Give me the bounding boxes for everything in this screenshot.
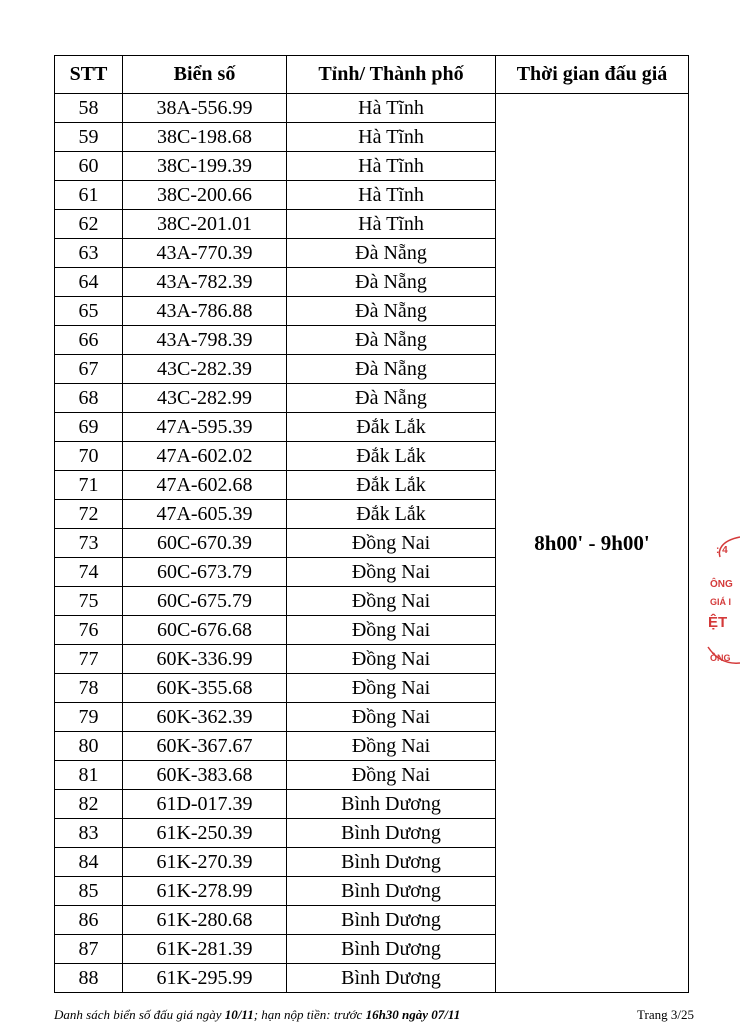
cell-province: Đồng Nai (287, 645, 496, 674)
cell-plate: 38C-200.66 (123, 181, 287, 210)
cell-plate: 61K-250.39 (123, 819, 287, 848)
cell-plate: 38C-198.68 (123, 123, 287, 152)
svg-text:ÔNG: ÔNG (710, 579, 733, 590)
cell-plate: 61K-278.99 (123, 877, 287, 906)
cell-stt: 85 (55, 877, 123, 906)
cell-plate: 60C-670.39 (123, 529, 287, 558)
cell-stt: 72 (55, 500, 123, 529)
cell-stt: 80 (55, 732, 123, 761)
cell-stt: 58 (55, 94, 123, 123)
cell-stt: 87 (55, 935, 123, 964)
cell-stt: 77 (55, 645, 123, 674)
cell-province: Đồng Nai (287, 529, 496, 558)
cell-province: Đà Nẵng (287, 326, 496, 355)
cell-plate: 61D-017.39 (123, 790, 287, 819)
cell-plate: 43A-782.39 (123, 268, 287, 297)
cell-province: Đà Nẵng (287, 384, 496, 413)
cell-province: Đà Nẵng (287, 355, 496, 384)
svg-text:: 4: : 4 (716, 545, 728, 556)
cell-province: Bình Dương (287, 906, 496, 935)
cell-auction-time: 8h00' - 9h00' (496, 94, 689, 993)
svg-text:GIÁ I: GIÁ I (710, 597, 732, 607)
cell-province: Đắk Lắk (287, 442, 496, 471)
cell-plate: 38C-199.39 (123, 152, 287, 181)
cell-plate: 61K-281.39 (123, 935, 287, 964)
cell-stt: 78 (55, 674, 123, 703)
footer-date: 10/11 (224, 1007, 254, 1022)
cell-plate: 60K-355.68 (123, 674, 287, 703)
cell-province: Hà Tĩnh (287, 181, 496, 210)
cell-plate: 60C-673.79 (123, 558, 287, 587)
cell-province: Bình Dương (287, 848, 496, 877)
cell-province: Hà Tĩnh (287, 152, 496, 181)
cell-province: Đà Nẵng (287, 297, 496, 326)
cell-stt: 74 (55, 558, 123, 587)
cell-plate: 47A-605.39 (123, 500, 287, 529)
cell-stt: 76 (55, 616, 123, 645)
table-row (55, 94, 689, 123)
footer-deadline: 16h30 ngày 07/11 (365, 1007, 461, 1022)
cell-stt: 63 (55, 239, 123, 268)
cell-plate: 60C-675.79 (123, 587, 287, 616)
cell-plate: 47A-602.68 (123, 471, 287, 500)
cell-stt: 61 (55, 181, 123, 210)
cell-plate: 38C-201.01 (123, 210, 287, 239)
cell-plate: 61K-295.99 (123, 964, 287, 993)
cell-province: Đồng Nai (287, 558, 496, 587)
svg-text:ÔNG: ÔNG (710, 653, 731, 663)
cell-stt: 65 (55, 297, 123, 326)
header-stt: STT (55, 56, 123, 94)
cell-stt: 68 (55, 384, 123, 413)
cell-stt: 70 (55, 442, 123, 471)
cell-plate: 60C-676.68 (123, 616, 287, 645)
cell-province: Đắk Lắk (287, 471, 496, 500)
cell-province: Bình Dương (287, 877, 496, 906)
svg-text:ỆT: ỆT (708, 614, 728, 631)
header-province: Tỉnh/ Thành phố (287, 56, 496, 94)
cell-province: Đắk Lắk (287, 413, 496, 442)
cell-stt: 67 (55, 355, 123, 384)
cell-province: Hà Tĩnh (287, 94, 496, 123)
cell-province: Đồng Nai (287, 703, 496, 732)
cell-plate: 43C-282.99 (123, 384, 287, 413)
cell-stt: 81 (55, 761, 123, 790)
footer-text-1: Danh sách biển số đấu giá ngày (54, 1007, 225, 1022)
table-body (55, 94, 689, 993)
cell-stt: 79 (55, 703, 123, 732)
cell-stt: 69 (55, 413, 123, 442)
cell-plate: 43C-282.39 (123, 355, 287, 384)
cell-plate: 47A-602.02 (123, 442, 287, 471)
cell-stt: 73 (55, 529, 123, 558)
cell-plate: 43A-770.39 (123, 239, 287, 268)
cell-plate: 60K-336.99 (123, 645, 287, 674)
cell-stt: 71 (55, 471, 123, 500)
cell-plate: 61K-270.39 (123, 848, 287, 877)
cell-plate: 43A-798.39 (123, 326, 287, 355)
cell-province: Hà Tĩnh (287, 210, 496, 239)
cell-province: Đồng Nai (287, 674, 496, 703)
cell-stt: 62 (55, 210, 123, 239)
plates-table (54, 55, 689, 993)
cell-province: Bình Dương (287, 790, 496, 819)
cell-stt: 64 (55, 268, 123, 297)
page-number: Trang 3/25 (637, 1007, 694, 1022)
cell-stt: 66 (55, 326, 123, 355)
cell-stt: 59 (55, 123, 123, 152)
cell-stt: 82 (55, 790, 123, 819)
cell-province: Bình Dương (287, 819, 496, 848)
cell-province: Bình Dương (287, 964, 496, 993)
cell-province: Đồng Nai (287, 587, 496, 616)
seal-stamp (700, 535, 740, 695)
cell-stt: 86 (55, 906, 123, 935)
cell-plate: 47A-595.39 (123, 413, 287, 442)
cell-plate: 43A-786.88 (123, 297, 287, 326)
header-plate: Biển số (123, 56, 287, 94)
header-auction-time: Thời gian đấu giá (496, 56, 689, 94)
cell-stt: 84 (55, 848, 123, 877)
table-header-row (55, 56, 689, 94)
cell-province: Đồng Nai (287, 732, 496, 761)
cell-province: Hà Tĩnh (287, 123, 496, 152)
seal-stamp-graphic (700, 535, 740, 695)
cell-province: Đà Nẵng (287, 268, 496, 297)
page-footer (54, 1007, 694, 1023)
footer-text-2: ; hạn nộp tiền: trước (253, 1007, 366, 1022)
cell-stt: 75 (55, 587, 123, 616)
cell-plate: 60K-362.39 (123, 703, 287, 732)
cell-plate: 60K-383.68 (123, 761, 287, 790)
cell-plate: 61K-280.68 (123, 906, 287, 935)
cell-plate: 38A-556.99 (123, 94, 287, 123)
cell-stt: 83 (55, 819, 123, 848)
cell-province: Đồng Nai (287, 616, 496, 645)
cell-province: Đắk Lắk (287, 500, 496, 529)
cell-province: Bình Dương (287, 935, 496, 964)
cell-stt: 88 (55, 964, 123, 993)
cell-province: Đồng Nai (287, 761, 496, 790)
cell-province: Đà Nẵng (287, 239, 496, 268)
cell-stt: 60 (55, 152, 123, 181)
cell-plate: 60K-367.67 (123, 732, 287, 761)
